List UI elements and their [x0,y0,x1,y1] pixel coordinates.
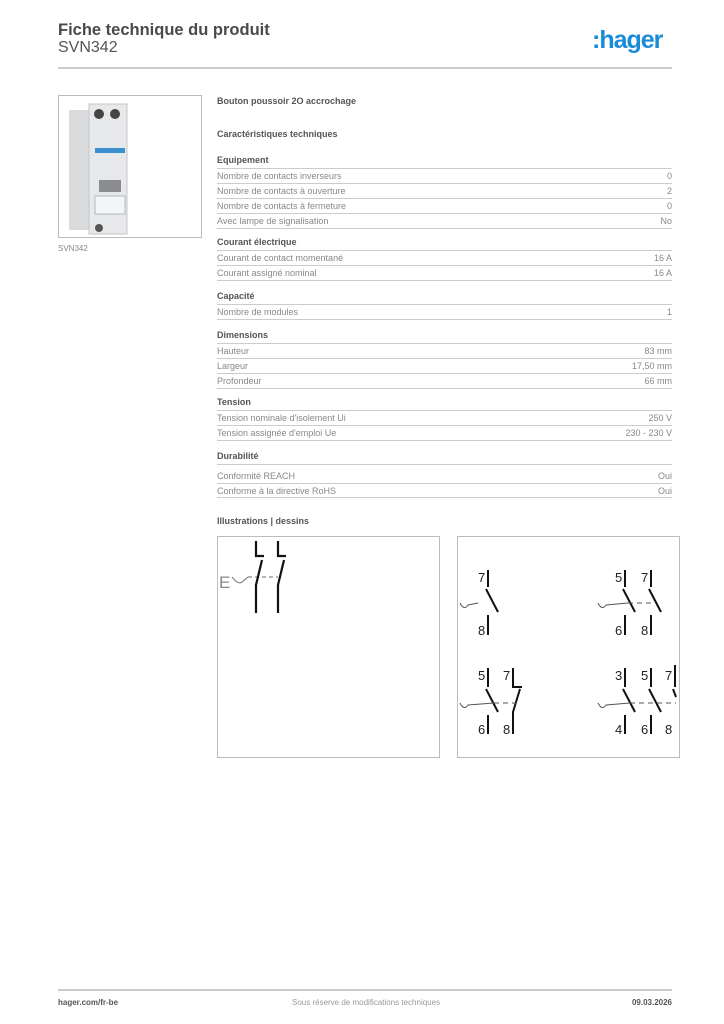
spec-value: 16 A [653,268,672,279]
footer-website-link[interactable]: hager.com/fr-be [58,998,119,1007]
product-image [58,95,202,238]
terminal-label: 5 [478,668,486,683]
product-name: Bouton poussoir 2O accrochage [217,96,357,106]
spec-row [217,374,672,389]
image-caption: SVN342 [58,244,88,253]
terminal-label: 4 [615,722,623,737]
hager-logo: :hager [592,26,663,54]
spec-group-title: Capacité [217,291,672,305]
spec-row [217,306,672,321]
spec-group-title: Durabilité [217,451,672,465]
spec-label: Conforme à la directive RoHS [217,485,337,496]
spec-value: 17,50 mm [631,361,672,372]
spec-label: Courant assigné nominal [217,268,317,279]
spec-row [217,214,672,229]
footer-notice: Sous réserve de modifications techniques [292,998,441,1007]
spec-label: Nombre de contacts à fermeture [217,200,347,211]
terminal-label: 7 [478,570,486,585]
spec-row [217,184,672,199]
spec-label: Tension nominale d'isolement Ui [217,413,346,424]
spec-group-title: Courant électrique [217,237,672,251]
spec-group-title: Equipement [217,155,672,169]
spec-row [217,266,672,281]
spec-row [217,252,672,267]
spec-group-title: Tension [217,397,672,411]
terminal-label: 7 [665,668,673,683]
footer-date: 09.03.2026 [631,998,672,1007]
spec-label: Profondeur [217,375,262,386]
product-reference: SVN342 [58,39,118,56]
terminal-label: 7 [641,570,649,585]
spec-row [217,359,672,374]
spec-row [217,199,672,214]
wiring-symbol-diagram [217,536,440,758]
contact-symbol-icon [218,537,439,757]
spec-value: 0 [666,171,672,182]
terminal-label: 6 [641,722,649,737]
spec-label: Nombre de contacts inverseurs [217,171,342,182]
terminal-label: 8 [641,623,649,638]
terminal-label: 7 [503,668,511,683]
section-title: Caractéristiques techniques [217,129,338,139]
spec-label: Largeur [217,361,249,372]
spec-value: 1 [666,307,672,318]
spec-label: Nombre de modules [217,307,299,318]
terminal-label: 3 [615,668,623,683]
illustrations-title: Illustrations | dessins [217,516,310,526]
terminal-label: 8 [478,623,486,638]
spec-label: Avec lampe de signalisation [217,215,329,226]
page-title: Fiche technique du produit [58,21,270,39]
spec-row [217,484,672,499]
spec-value: Oui [657,485,672,496]
spec-row [217,426,672,441]
terminal-label: 8 [665,722,673,737]
spec-table [217,0,672,520]
footer-divider [58,989,672,991]
terminal-label: 8 [503,722,511,737]
spec-value: 230 - 230 V [625,428,672,439]
spec-value: 66 mm [644,375,672,386]
contact-variants-icon [458,537,679,757]
spec-value: No [660,215,672,226]
spec-label: Nombre de contacts à ouverture [217,186,346,197]
spec-row [217,345,672,360]
spec-value: 0 [666,200,672,211]
spec-label: Conformité REACH [217,470,296,481]
spec-group-title: Dimensions [217,330,672,344]
terminal-label: 6 [615,623,623,638]
spec-value: 16 A [653,253,672,264]
spec-label: Tension assignée d'emploi Ue [217,428,337,439]
spec-label: Hauteur [217,346,250,357]
spec-row [217,170,672,185]
product-photo-icon [59,96,201,237]
spec-value: Oui [657,470,672,481]
spec-value: 2 [666,186,672,197]
spec-label: Courant de contact momentané [217,253,344,264]
terminal-label: 5 [641,668,649,683]
terminal-label: 5 [615,570,623,585]
contact-variants-diagram [457,536,680,758]
spec-row [217,412,672,427]
terminal-label: 6 [478,722,486,737]
symbol-label: E [219,573,231,592]
spec-row [217,469,672,484]
spec-value: 83 mm [644,346,672,357]
spec-value: 250 V [648,413,672,424]
